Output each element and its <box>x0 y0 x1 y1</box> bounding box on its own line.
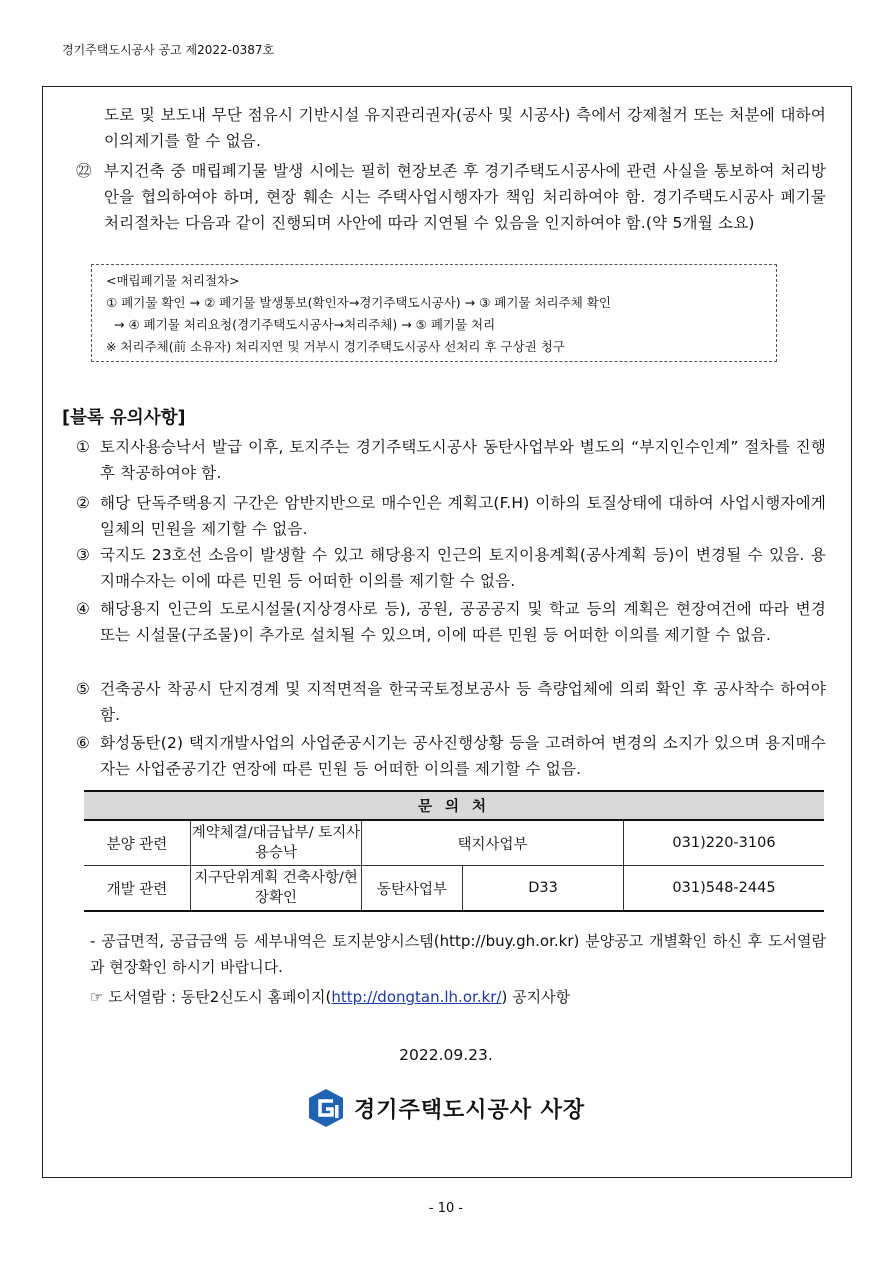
gh-logo-icon <box>308 1088 344 1128</box>
contact-phone: 031)548-2445 <box>624 866 825 912</box>
signatory: 경기주택도시공사 사장 <box>354 1097 586 1123</box>
contact-phone: 031)220-3106 <box>624 820 825 866</box>
item-5-text: 건축공사 착공시 단지경계 및 지적면적을 한국국토정보공사 등 측량업체에 의뢰 확인 후 공사착수 하여야 함. <box>100 680 826 724</box>
item-1-text: 토지사용승낙서 발급 이후, 토지주는 경기주택도시공사 동탄사업부와 별도의 “부지인수인계” 절차를 진행 후 착공하여야 함. <box>100 438 826 482</box>
procedure-line-2: → ④ 폐기물 처리요청(경기주택도시공사→처리주체) → ⑤ 폐기물 처리 <box>114 317 496 332</box>
item-2-text: 해당 단독주택용지 구간은 암반지반으로 매수인은 계획고(F.H) 이하의 토질상태에 대하여 사업시행자에게 일체의 민원을 제기할 수 없음. <box>100 494 826 538</box>
item-6-text: 화성동탄(2) 택지개발사업의 사업준공시기는 공사진행상황 등을 고려하여 변경의 소지가 있으며 용지매수자는 사업준공기간 연장에 따른 민원 등 어떠한 이의를 제기할 수 없음. <box>100 734 826 778</box>
dongtan-homepage-link[interactable]: http://dongtan.lh.or.kr/ <box>331 988 502 1006</box>
procedure-line-3: ※ 처리주체(前 소유자) 처리지연 및 거부시 경기주택도시공사 선처리 후 구상권 청구 <box>106 339 565 354</box>
item-4-number: ④ <box>76 600 90 618</box>
contact-dept: 택지사업부 <box>362 820 624 866</box>
item-22-text: 부지건축 중 매립폐기물 발생 시에는 필히 현장보존 후 경기주택도시공사에 관련 사실을 통보하여 처리방안을 협의하여야 하며, 현장 훼손 시는 주택사업시행자가 책임 처리하여야 함. 경기주택도시공사 폐기물 처리절차는 다음과 같이 진행되며 사안에 따라 지연될 수 있음을 인지하여야 함.(약 5개월 소요) <box>104 162 826 232</box>
contact-category: 개발 관련 <box>84 866 191 912</box>
item-3-number: ③ <box>76 546 90 564</box>
note-suffix: ) 공지사항 <box>501 988 571 1006</box>
item-4-text: 해당용지 인근의 도로시설물(지상경사로 등), 공원, 공공공지 및 학교 등의 계획은 현장여건에 따라 변경 또는 시설물(구조물)이 추가로 설치될 수 있으며, 이에 따른 민원 등 어떠한 이의를 제기할 수 없음. <box>100 600 826 644</box>
announcement-date: 2022.09.23. <box>399 1046 493 1064</box>
contact-task: 지구단위계획 건축사항/현장확인 <box>191 866 362 912</box>
table-row <box>84 820 824 866</box>
item-3-text: 국지도 23호선 소음이 발생할 수 있고 해당용지 인근의 토지이용계획(공사계획 등)이 변경될 수 있음. 용지매수자는 이에 따른 민원 등 어떠한 이의를 제기할 수 없음. <box>100 546 826 590</box>
note-supply-details: - 공급면적, 공급금액 등 세부내역은 토지분양시스템(http://buy.gh.or.kr) 분양공고 개별확인 하신 후 도서열람과 현장확인 하시기 바랍니다. <box>90 932 826 976</box>
procedure-title: <매립폐기물 처리절차> <box>106 273 240 288</box>
contact-task: 계약체결/대금납부/ 토지사용승낙 <box>191 820 362 866</box>
page-number: - 10 - <box>428 1201 464 1216</box>
signature-block <box>308 1088 585 1128</box>
continuation-paragraph: 도로 및 보도내 무단 점유시 기반시설 유지관리권자(공사 및 시공사) 측에서 강제철거 또는 처분에 대하여 이의제기를 할 수 없음. <box>104 106 826 150</box>
contact-table <box>84 790 824 912</box>
contact-dept: 동탄사업부 <box>362 866 463 912</box>
procedure-line-1: ① 폐기물 확인 → ② 폐기물 발생통보(확인자→경기주택도시공사) → ③ 폐기물 처리주체 확인 <box>106 295 611 310</box>
item-2-number: ② <box>76 494 90 512</box>
item-5-number: ⑤ <box>76 680 90 698</box>
document-header: 경기주택도시공사 공고 제2022-0387호 <box>62 43 275 57</box>
contact-category: 분양 관련 <box>84 820 191 866</box>
section-title: [블록 유의사항] <box>62 408 186 428</box>
note-document-viewing <box>90 984 570 1010</box>
note-prefix: ☞ 도서열람 : 동탄2신도시 홈페이지( <box>90 988 332 1006</box>
item-1-number: ① <box>76 438 90 456</box>
table-row <box>84 866 824 912</box>
contact-team: D33 <box>463 866 624 912</box>
contact-table-title: 문 의 처 <box>84 791 824 820</box>
item-22-number: ㉒ <box>76 162 92 180</box>
item-6-number: ⑥ <box>76 734 90 752</box>
